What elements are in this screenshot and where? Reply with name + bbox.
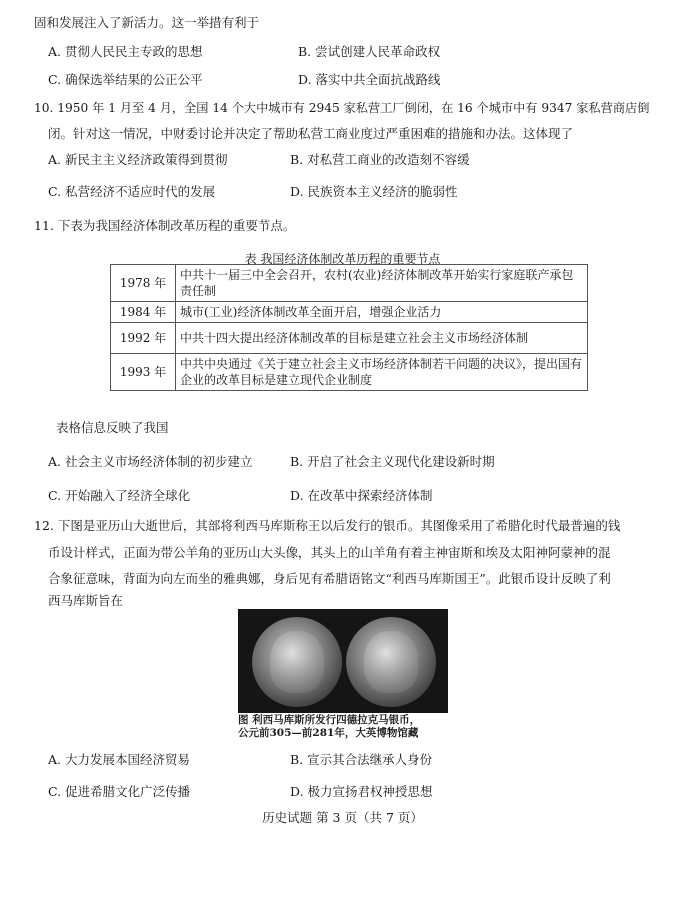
q12-option-a: A. 大力发展本国经济贸易 — [48, 752, 190, 767]
table-caption: 表 我国经济体制改革历程的重要节点 — [244, 252, 441, 266]
q10-option-b: B. 对私营工商业的改造刻不容缓 — [290, 152, 470, 167]
figure-caption-line2: 公元前305—前281年，大英博物馆藏 — [238, 727, 419, 739]
figure-caption-line1: 图 利西马库斯所发行四德拉克马银币， — [238, 714, 421, 726]
table-row — [111, 323, 588, 354]
table-row — [111, 302, 588, 323]
q12-stem-line2: 币设计样式，正面为带公羊角的亚历山大头像，其头上的山羊角有着主神宙斯和埃及太阳神阿蒙神的混 — [48, 545, 611, 560]
table-cell-year: 1992 年 — [111, 323, 176, 354]
q9-option-b: B. 尝试创建人民革命政权 — [298, 44, 441, 59]
table-cell-event: 城市(工业)经济体制改革全面开启，增强企业活力 — [176, 302, 588, 323]
table-row — [111, 354, 588, 391]
q10-option-d: D. 民族资本主义经济的脆弱性 — [290, 184, 458, 199]
q10-option-a: A. 新民主主义经济政策得到贯彻 — [48, 152, 228, 167]
q11-option-b: B. 开启了社会主义现代化建设新时期 — [290, 454, 495, 469]
q12-stem-line4: 西马库斯旨在 — [48, 593, 124, 608]
coin-reverse-image — [346, 617, 436, 707]
q10-option-c: C. 私营经济不适应时代的发展 — [48, 184, 216, 199]
page-footer: 历史试题 第 3 页（共 7 页） — [262, 810, 423, 825]
reform-table — [110, 264, 588, 391]
q10-stem-line2: 闭。针对这一情况，中财委讨论并决定了帮助私营工商业度过严重困难的措施和办法。这体现了 — [48, 126, 574, 141]
q11-after-table: 表格信息反映了我国 — [56, 420, 169, 435]
q11-option-a: A. 社会主义市场经济体制的初步建立 — [48, 454, 253, 469]
coin-obverse-image — [252, 617, 342, 707]
q12-stem-line3: 合象征意味，背面为向左而坐的雅典娜，身后见有希腊语铭文“利西马库斯国王”。此银币设计反映了利 — [48, 571, 611, 586]
q9-option-d: D. 落实中共全面抗战路线 — [298, 72, 441, 87]
q12-option-c: C. 促进希腊文化广泛传播 — [48, 784, 191, 799]
q11-option-c: C. 开始融入了经济全球化 — [48, 488, 191, 503]
q12-option-d: D. 极力宣扬君权神授思想 — [290, 784, 433, 799]
table-cell-year: 1993 年 — [111, 354, 176, 391]
table-cell-event: 中共中央通过《关于建立社会主义市场经济体制若干问题的决议》，提出国有企业的改革目标是建立现代企业制度 — [176, 354, 588, 391]
coin-photo — [238, 609, 448, 713]
table-cell-year: 1978 年 — [111, 265, 176, 302]
q12-stem-line1: 12. 下图是亚历山大逝世后，其部将利西马库斯称王以后发行的银币。其图像采用了希腊化时代最普遍的钱 — [34, 518, 621, 533]
q9-stem-tail: 固和发展注入了新活力。这一举措有利于 — [34, 15, 260, 30]
q12-option-b: B. 宣示其合法继承人身份 — [290, 752, 433, 767]
table-row — [111, 265, 588, 302]
table-cell-year: 1984 年 — [111, 302, 176, 323]
q10-stem-line1: 10. 1950 年 1 月至 4 月，全国 14 个大中城市有 2945 家私营工厂倒闭，在 16 个城市中有 9347 家私营商店倒 — [34, 101, 650, 115]
table-cell-event: 中共十四大提出经济体制改革的目标是建立社会主义市场经济体制 — [176, 323, 588, 354]
table-cell-event: 中共十一届三中全会召开，农村(农业)经济体制改革开始实行家庭联产承包责任制 — [176, 265, 588, 302]
q11-stem: 11. 下表为我国经济体制改革历程的重要节点。 — [34, 218, 296, 233]
q9-option-c: C. 确保选举结果的公正公平 — [48, 72, 203, 87]
q9-option-a: A. 贯彻人民民主专政的思想 — [48, 44, 203, 59]
q11-option-d: D. 在改革中探索经济体制 — [290, 488, 433, 503]
